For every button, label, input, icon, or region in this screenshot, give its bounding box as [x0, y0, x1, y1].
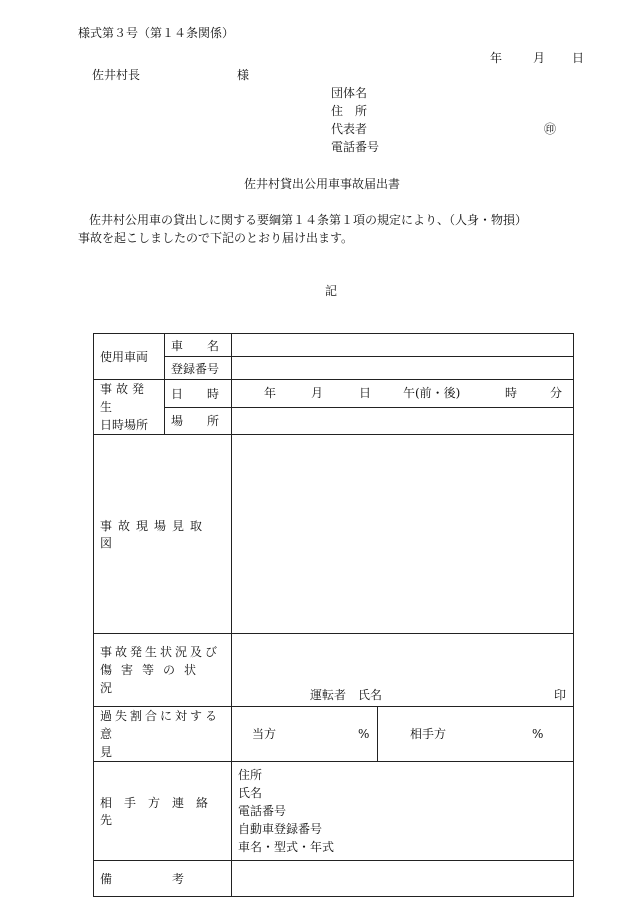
accident-label-line-1: 事故発生 — [100, 382, 149, 414]
situation-label-line-2: 傷害等の状況 — [100, 663, 206, 695]
vehicle-reg-label-cell — [165, 357, 232, 380]
body-line-1: 佐井村公用車の貸出しに関する要綱第１４条第１項の規定により、（人身・物損） — [89, 213, 528, 227]
contact-field[interactable] — [232, 762, 574, 861]
situation-field[interactable] — [232, 634, 574, 707]
contact-address-label: 住所 — [238, 768, 263, 782]
situation-label-line-1: 事故発生状況及び — [100, 645, 221, 659]
fault-other-label: 相手方 — [410, 727, 447, 741]
place-label-cell — [165, 407, 232, 435]
accident-report-table — [93, 333, 574, 897]
contact-name-label: 氏名 — [238, 786, 263, 800]
remarks-label: 備 考 — [100, 872, 185, 886]
place-label: 場 所 — [171, 414, 220, 429]
representative-seal: ㊞ — [544, 122, 557, 136]
date-month: 月 — [533, 51, 546, 65]
fault-own-field[interactable] — [232, 707, 378, 762]
body-line-2: 事故を起こしましたので下記のとおり届け出ます。 — [78, 231, 354, 245]
place-field[interactable] — [232, 407, 574, 435]
contact-label-cell — [94, 762, 232, 861]
datetime-label-cell — [165, 380, 232, 408]
fault-label-cell — [94, 707, 232, 762]
vehicle-label: 使用車両 — [100, 350, 149, 364]
remarks-label-cell — [94, 861, 232, 897]
form-number: 様式第３号（第１４条関係） — [78, 26, 235, 40]
contact-vehicle-reg-label: 自動車登録番号 — [238, 822, 323, 836]
diagram-field[interactable] — [232, 435, 574, 634]
applicant-group-name: 団体名 — [331, 86, 368, 100]
addressee-name: 佐井村長 — [92, 68, 141, 82]
dt-hour: 時 — [505, 386, 518, 401]
date-day: 日 — [572, 51, 585, 65]
driver-seal: 印 — [554, 688, 567, 702]
dt-minute: 分 — [550, 386, 563, 401]
contact-phone-label: 電話番号 — [238, 804, 287, 818]
applicant-phone: 電話番号 — [331, 140, 380, 154]
vehicle-name-label: 車 名 — [171, 338, 220, 353]
dt-month: 月 — [311, 386, 324, 401]
fault-label-line-1: 過失割合に対する — [100, 709, 221, 723]
addressee-honorific: 様 — [237, 68, 250, 82]
vehicle-name-field[interactable] — [232, 334, 574, 357]
vehicle-label-cell — [94, 334, 165, 380]
contact-label: 相手方連絡先 — [100, 796, 221, 827]
document-title: 佐井村貸出公用車事故届出書 — [244, 177, 401, 191]
applicant-address: 住 所 — [331, 104, 368, 118]
accident-label-cell — [94, 380, 165, 435]
dt-day: 日 — [359, 386, 372, 401]
diagram-label: 事故現場見取図 — [100, 519, 209, 550]
contact-vehicle-model-label: 車名・型式・年式 — [238, 840, 335, 854]
ki-heading: 記 — [325, 284, 338, 298]
date-year: 年 — [490, 51, 503, 65]
datetime-field[interactable] — [232, 380, 574, 408]
dt-year: 年 — [264, 386, 277, 401]
vehicle-name-label-cell — [165, 334, 232, 357]
situation-label-cell — [94, 634, 232, 707]
fault-other-field[interactable] — [378, 707, 574, 762]
datetime-label: 日 時 — [171, 386, 220, 401]
fault-other-unit: % — [532, 727, 544, 741]
diagram-label-cell — [94, 435, 232, 634]
fault-label-line-2: 意見 — [100, 727, 209, 759]
fault-own-label: 当方 — [252, 727, 277, 741]
vehicle-reg-label: 登録番号 — [171, 361, 220, 376]
dt-ampm: 午(前・後) — [403, 386, 461, 401]
vehicle-reg-field[interactable] — [232, 357, 574, 380]
applicant-representative: 代表者 — [331, 122, 368, 136]
driver-name-label: 運転者 氏名 — [310, 688, 383, 702]
remarks-field[interactable] — [232, 861, 574, 897]
accident-label-line-2: 日時場所 — [100, 418, 149, 432]
fault-own-unit: % — [358, 727, 370, 741]
